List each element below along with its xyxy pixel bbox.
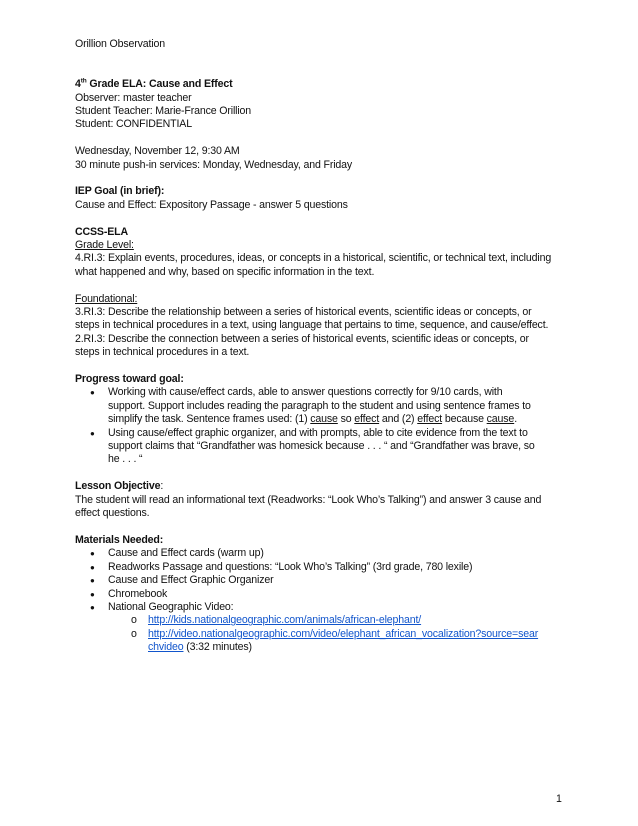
page-number: 1 bbox=[556, 793, 562, 805]
grade-level-standard-line: 4.RI.3: Explain events, procedures, ideas, or concepts in a historical, scientific, or technical text, including bbox=[75, 252, 552, 265]
list-item: ● Using cause/effect graphic organizer, and with prompts, able to cite evidence from the text to support claims that “Grandfather was homesick because . . . “ and “Grandfather was brave, so he . . . “ bbox=[90, 426, 535, 466]
elephant-video-link[interactable]: http://video.nationalgeographic.com/video/elephant_african_vocalization?source=sear bbox=[148, 627, 539, 640]
bullet-icon: ● bbox=[90, 562, 95, 572]
objective-text: effect questions. bbox=[75, 507, 150, 520]
elephant-video-link-continued[interactable]: chvideo bbox=[148, 641, 184, 654]
grade-level-label: Grade Level: bbox=[75, 239, 134, 252]
bullet-icon: ● bbox=[90, 576, 95, 586]
foundational-standard-line: 2.RI.3: Describe the connection between a series of historical events, scientific ideas or concepts, or bbox=[75, 332, 529, 345]
objective-heading: Lesson Objective: bbox=[75, 480, 164, 493]
list-item: ● Readworks Passage and questions: “Look Who’s Talking” (3rd grade, 780 lexile) bbox=[90, 560, 473, 573]
materials-list bbox=[75, 547, 565, 654]
services-line: 30 minute push-in services: Monday, Wednesday, and Friday bbox=[75, 158, 353, 171]
list-item: ● Cause and Effect Graphic Organizer bbox=[90, 574, 274, 587]
sub-bullet-icon: o bbox=[131, 614, 137, 627]
iep-text: Cause and Effect: Expository Passage - answer 5 questions bbox=[75, 198, 348, 211]
running-title: Orillion Observation bbox=[75, 38, 166, 50]
iep-heading: IEP Goal (in brief): bbox=[75, 185, 165, 198]
list-item bbox=[75, 614, 565, 627]
progress-list bbox=[75, 386, 565, 466]
lesson-title: 4th Grade ELA: Cause and Effect bbox=[75, 77, 233, 91]
document-body bbox=[75, 38, 565, 655]
observer-line: Observer: master teacher bbox=[75, 91, 192, 104]
ccss-heading: CCSS-ELA bbox=[75, 225, 128, 238]
list-item: ● National Geographic Video: bbox=[90, 600, 234, 613]
list-item bbox=[75, 628, 565, 655]
foundational-label: Foundational: bbox=[75, 292, 138, 305]
list-item: ● Cause and Effect cards (warm up) bbox=[90, 547, 264, 560]
date-line: Wednesday, November 12, 9:30 AM bbox=[75, 145, 240, 158]
bullet-icon: ● bbox=[90, 549, 95, 559]
foundational-standard-line: steps in technical procedures in a text, using language that pertains to time, sequence, and cause/effect. bbox=[75, 319, 549, 332]
bullet-icon: ● bbox=[90, 428, 95, 438]
progress-heading: Progress toward goal: bbox=[75, 373, 184, 386]
elephant-kids-link[interactable]: http://kids.nationalgeographic.com/animals/african-elephant/ bbox=[148, 614, 422, 627]
list-item: ● Chromebook bbox=[90, 587, 168, 600]
foundational-standard-line: 3.RI.3: Describe the relationship between a series of historical events, scientific ideas or concepts, or bbox=[75, 306, 532, 319]
student-line: Student: CONFIDENTIAL bbox=[75, 118, 192, 131]
foundational-standard-line: steps in technical procedures in a text. bbox=[75, 346, 250, 359]
materials-heading: Materials Needed: bbox=[75, 533, 164, 546]
objective-text: The student will read an informational text (Readworks: “Look Who’s Talking”) and answer 3 cause and bbox=[75, 493, 542, 506]
bullet-icon: ● bbox=[90, 589, 95, 599]
video-duration: (3:32 minutes) bbox=[183, 641, 252, 654]
bullet-icon: ● bbox=[90, 602, 95, 612]
student-teacher-line: Student Teacher: Marie-France Orillion bbox=[75, 105, 252, 117]
grade-level-standard-line: what happened and why, based on specific information in the text. bbox=[75, 265, 375, 278]
bullet-icon: ● bbox=[90, 388, 95, 398]
list-item: ● Working with cause/effect cards, able to answer questions correctly for 9/10 cards, with support. Support includes reading the paragraph to the student and using sentence frames to simplify the task. Sentence frames used: (1) cause so effect and (2) effect because cause. bbox=[90, 386, 531, 426]
sub-bullet-icon: o bbox=[131, 627, 137, 640]
